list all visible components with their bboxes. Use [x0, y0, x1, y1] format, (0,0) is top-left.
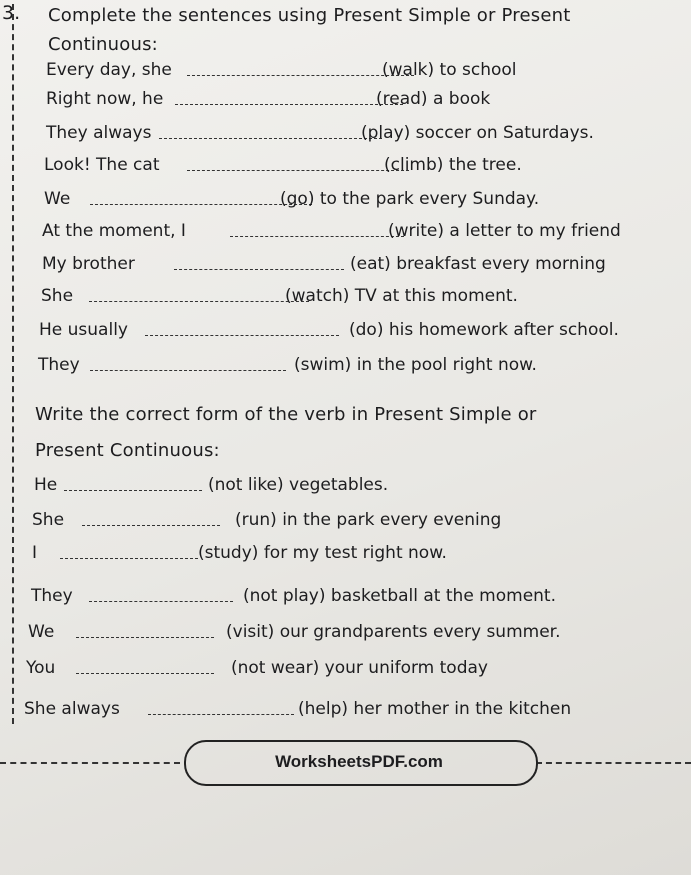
item-verb-prompt: (run) in the park every evening — [235, 510, 502, 530]
answer-blank[interactable] — [89, 301, 309, 302]
item-verb-prompt: (visit) our grandparents every summer. — [226, 622, 561, 642]
item-verb-prompt: (swim) in the pool right now. — [294, 355, 537, 375]
margin-divider — [12, 4, 14, 724]
part2-item-2 — [32, 508, 684, 534]
part2-item-7 — [24, 697, 686, 723]
answer-blank[interactable] — [90, 204, 312, 205]
item-subject: Every day, she — [46, 60, 172, 80]
item-verb-prompt: (walk) to school — [382, 60, 517, 80]
answer-blank[interactable] — [187, 75, 414, 76]
answer-blank[interactable] — [76, 673, 214, 674]
answer-blank[interactable] — [60, 558, 198, 559]
answer-blank[interactable] — [148, 714, 294, 715]
item-verb-prompt: (eat) breakfast every morning — [350, 254, 606, 274]
item-subject: They — [38, 355, 80, 375]
item-subject: They always — [46, 123, 152, 143]
part2-item-3 — [32, 541, 684, 567]
item-subject: We — [28, 622, 55, 642]
item-subject: They — [31, 586, 73, 606]
part1-item-10 — [38, 353, 686, 379]
answer-blank[interactable] — [230, 236, 404, 237]
part1-title-line1: Complete the sentences using Present Simple or Present — [48, 5, 571, 26]
answer-blank[interactable] — [174, 269, 344, 270]
answer-blank[interactable] — [159, 138, 382, 139]
answer-blank[interactable] — [89, 601, 233, 602]
item-verb-prompt: (go) to the park every Sunday. — [280, 189, 540, 209]
item-subject: He usually — [39, 320, 128, 340]
item-subject: I — [32, 543, 38, 563]
part2-item-4 — [31, 584, 686, 610]
answer-blank[interactable] — [145, 335, 339, 336]
item-subject: We — [44, 189, 71, 209]
item-verb-prompt: (not like) vegetables. — [208, 475, 389, 495]
item-verb-prompt: (play) soccer on Saturdays. — [361, 123, 594, 143]
item-subject: Look! The cat — [44, 155, 160, 175]
item-subject: At the moment, I — [42, 221, 186, 241]
part1-item-9 — [39, 318, 687, 344]
item-subject: My brother — [42, 254, 135, 274]
footer-divider-right — [536, 762, 691, 764]
part2-title-line2: Present Continuous: — [35, 440, 220, 461]
item-subject: Right now, he — [46, 89, 164, 109]
part1-item-4 — [44, 153, 684, 179]
item-verb-prompt: (help) her mother in the kitchen — [298, 699, 572, 719]
item-verb-prompt: (climb) the tree. — [384, 155, 522, 175]
part2-item-5 — [28, 620, 686, 646]
part1-item-2 — [46, 87, 686, 113]
part1-item-1 — [46, 58, 686, 84]
part1-item-7 — [42, 252, 687, 278]
part2-item-1 — [34, 473, 684, 499]
answer-blank[interactable] — [175, 104, 403, 105]
item-subject: She — [32, 510, 65, 530]
item-verb-prompt: (study) for my test right now. — [198, 543, 447, 563]
item-verb-prompt: (write) a letter to my friend — [388, 221, 621, 241]
answer-blank[interactable] — [76, 637, 214, 638]
item-subject: She always — [24, 699, 120, 719]
part2-item-6 — [26, 656, 686, 682]
part1-item-3 — [46, 121, 686, 147]
part1-item-6 — [42, 219, 687, 245]
item-verb-prompt: (read) a book — [376, 89, 491, 109]
part1-item-8 — [41, 284, 686, 310]
answer-blank[interactable] — [90, 370, 286, 371]
part2-title-line1: Write the correct form of the verb in Present Simple or — [35, 404, 537, 425]
item-subject: You — [26, 658, 56, 678]
item-subject: He — [34, 475, 58, 495]
part1-title-line2: Continuous: — [48, 34, 158, 55]
exercise-number: 3. — [2, 2, 21, 24]
part1-item-5 — [44, 187, 684, 213]
footer-site-name: WorksheetsPDF.com — [275, 752, 443, 771]
footer-divider-left — [0, 762, 180, 764]
item-verb-prompt: (not play) basketball at the moment. — [243, 586, 557, 606]
item-verb-prompt: (not wear) your uniform today — [231, 658, 488, 678]
answer-blank[interactable] — [64, 490, 202, 491]
item-verb-prompt: (do) his homework after school. — [349, 320, 619, 340]
item-verb-prompt: (watch) TV at this moment. — [285, 286, 518, 306]
answer-blank[interactable] — [82, 525, 220, 526]
item-subject: She — [41, 286, 74, 306]
answer-blank[interactable] — [187, 170, 409, 171]
